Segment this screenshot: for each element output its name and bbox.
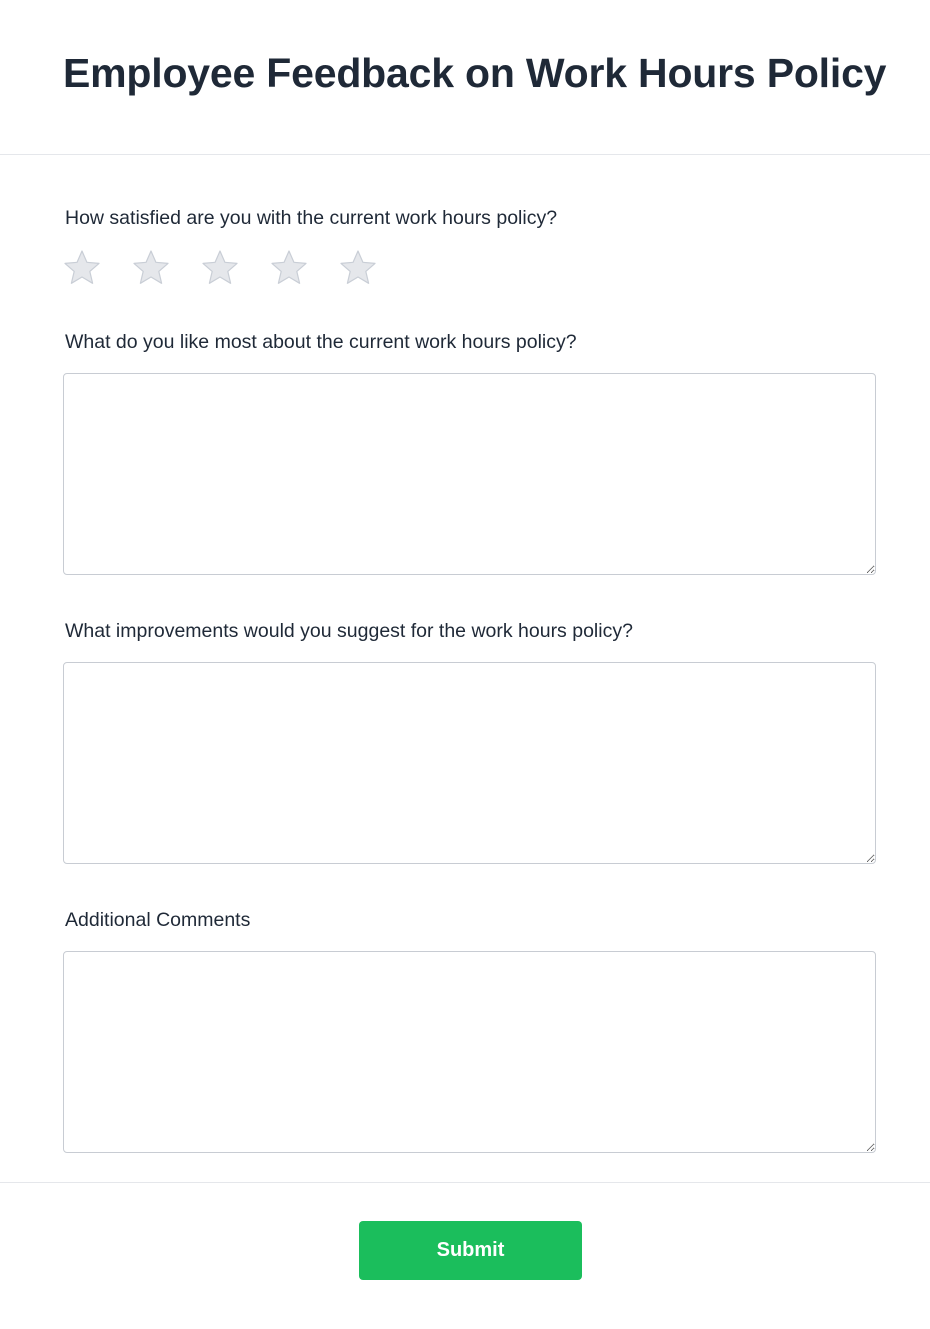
star-rating xyxy=(62,248,407,288)
improvements-label: What improvements would you suggest for the work hours policy? xyxy=(65,620,633,642)
like-most-textarea[interactable] xyxy=(63,373,876,575)
additional-comments-label: Additional Comments xyxy=(65,909,251,931)
star-4-icon[interactable] xyxy=(269,248,309,288)
page-title: Employee Feedback on Work Hours Policy xyxy=(63,50,887,96)
star-2-icon[interactable] xyxy=(131,248,171,288)
like-most-label: What do you like most about the current work hours policy? xyxy=(65,331,577,353)
star-5-icon[interactable] xyxy=(338,248,378,288)
rating-question-label: How satisfied are you with the current work hours policy? xyxy=(65,207,558,229)
submit-button[interactable]: Submit xyxy=(359,1221,582,1280)
star-1-icon[interactable] xyxy=(62,248,102,288)
improvements-textarea[interactable] xyxy=(63,662,876,864)
star-3-icon[interactable] xyxy=(200,248,240,288)
form-header xyxy=(0,0,930,155)
additional-comments-textarea[interactable] xyxy=(63,951,876,1153)
